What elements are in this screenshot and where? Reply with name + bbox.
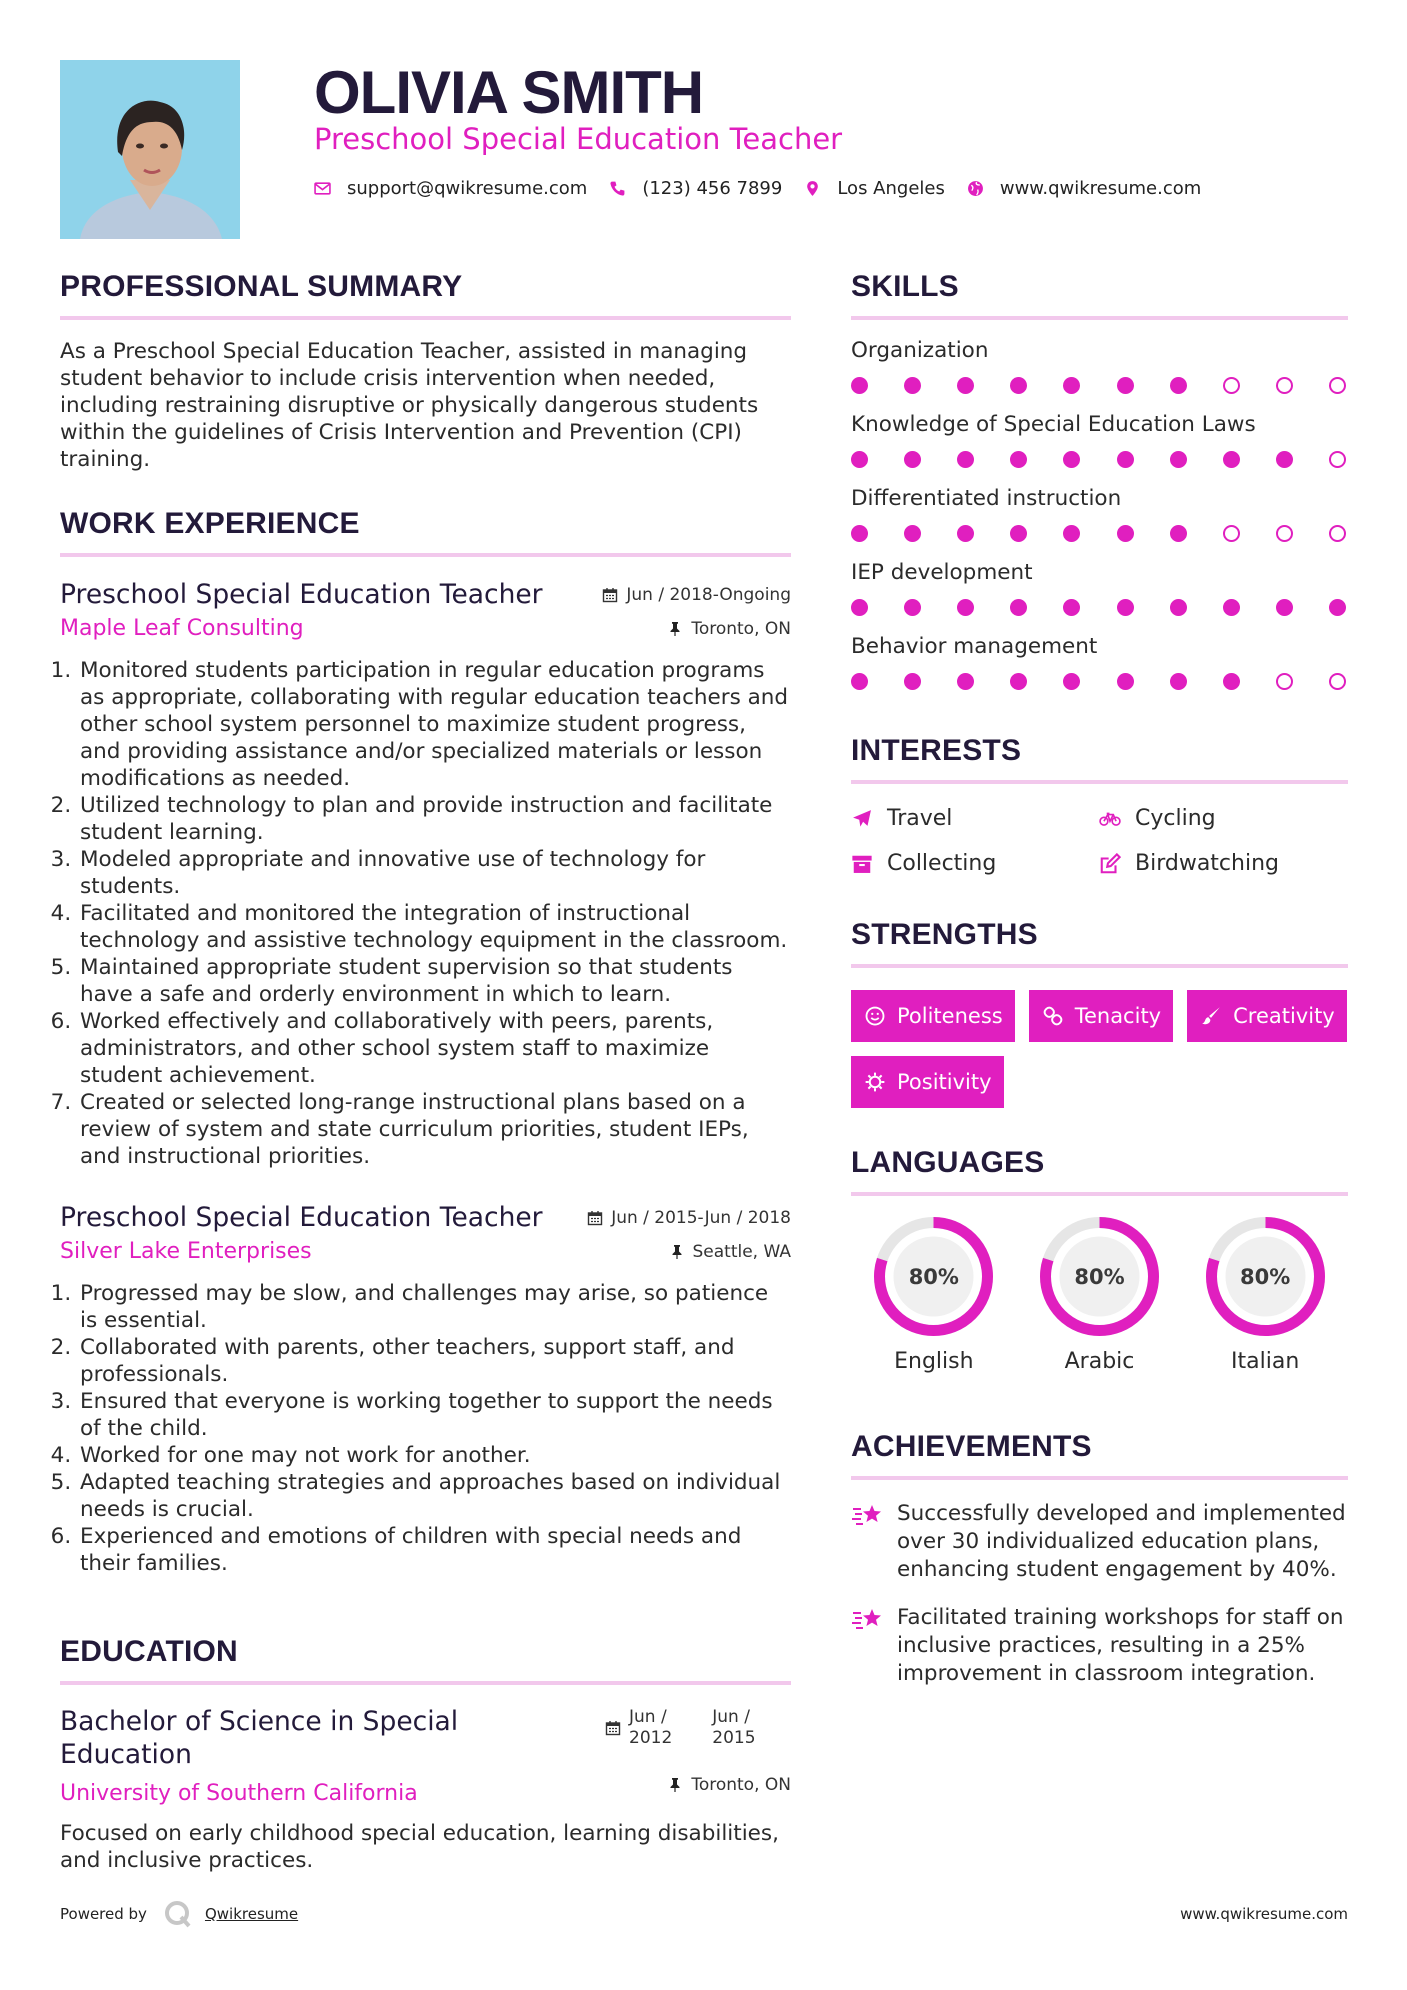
edu-location: Toronto, ON: [691, 1775, 791, 1795]
interest-item: [851, 806, 1099, 831]
pushpin-icon: [669, 1244, 685, 1260]
language-name: Italian: [1231, 1349, 1300, 1374]
job-bullet: 7. Created or selected long-range instructional plans based on a review of system and state curriculum priorities, student IEPs, and instructional priorities.: [78, 1089, 791, 1170]
rating-dot-filled: [957, 673, 974, 690]
rating-dot-empty: [1223, 525, 1240, 542]
languages-section: [851, 1146, 1348, 1374]
rating-dot-filled: [1117, 377, 1134, 394]
job-bullet: 2. Collaborated with parents, other teachers, support staff, and professionals.: [78, 1334, 791, 1388]
rating-dot-filled: [1010, 673, 1027, 690]
language-percent: 80%: [1074, 1264, 1125, 1289]
language-item: [1017, 1216, 1183, 1374]
job-dates: Jun / 2015-Jun / 2018: [611, 1208, 791, 1228]
skills-list: [851, 338, 1348, 690]
rating-dot-filled: [904, 377, 921, 394]
contact-location: [804, 178, 945, 199]
rating-dot-filled: [1117, 451, 1134, 468]
achievement-item: [851, 1500, 1348, 1584]
rating-dot-filled: [1223, 451, 1240, 468]
strength-badge: [851, 990, 1015, 1042]
strengths-list: [851, 990, 1361, 1108]
rating-dot-filled: [1276, 599, 1293, 616]
interest-label: Travel: [887, 806, 953, 831]
achievement-text: Successfully developed and implemented over 30 individualized education plans, enhancing student engagement by 40%.: [897, 1501, 1346, 1582]
edu-end-year: 2015: [712, 1728, 756, 1748]
school-name: University of Southern California: [60, 1781, 418, 1806]
strength-badge: [851, 1056, 1004, 1108]
education-heading: EDUCATION: [60, 1635, 791, 1685]
rating-dot-filled: [957, 525, 974, 542]
summary-text: As a Preschool Special Education Teacher, assisted in managing student behavior to include crisis intervention when needed, including restraining disruptive or physically dangerous students within the guidelines of Crisis Intervention and Prevention (CPI) training.: [60, 339, 759, 472]
skill-item: [851, 560, 1348, 616]
rating-dot-filled: [851, 673, 868, 690]
profile-photo: [60, 60, 240, 239]
interest-label: Birdwatching: [1135, 851, 1279, 876]
skill-item: [851, 486, 1348, 542]
calendar-icon: [605, 1720, 621, 1736]
phone-icon: [609, 180, 626, 197]
strength-label: Creativity: [1233, 1004, 1335, 1028]
rating-dot-filled: [957, 377, 974, 394]
rating-dot-empty: [1276, 377, 1293, 394]
strength-label: Positivity: [897, 1070, 992, 1094]
work-section: [60, 507, 791, 1577]
degree-title: Bachelor of Science in Special Education: [60, 1706, 459, 1770]
skill-name: Differentiated instruction: [851, 486, 1122, 511]
rating-dot-filled: [1063, 599, 1080, 616]
shooting-star-icon: [851, 1500, 885, 1530]
edu-start-year: 2012: [629, 1728, 673, 1748]
job-bullet: 2. Utilized technology to plan and provide instruction and facilitate student learning.: [78, 792, 791, 846]
interest-label: Cycling: [1135, 806, 1216, 831]
rating-dot-empty: [1329, 525, 1346, 542]
job-title: Preschool Special Education Teacher: [60, 579, 543, 610]
skill-name: Organization: [851, 338, 989, 363]
achievement-item: [851, 1604, 1348, 1688]
skill-rating: [851, 673, 1346, 690]
rating-dot-filled: [1063, 525, 1080, 542]
rating-dot-filled: [1063, 451, 1080, 468]
interest-item: [1099, 806, 1347, 831]
footer-url[interactable]: www.qwikresume.com: [1180, 1905, 1348, 1923]
powered-by-label: Powered by: [60, 1905, 147, 1923]
interest-label: Collecting: [887, 851, 997, 876]
rating-dot-empty: [1329, 377, 1346, 394]
edit-icon: [1099, 853, 1121, 875]
pushpin-icon: [667, 621, 683, 637]
strength-badge: [1187, 990, 1347, 1042]
rating-dot-filled: [1170, 451, 1187, 468]
rating-dot-filled: [1010, 377, 1027, 394]
rating-dot-filled: [904, 451, 921, 468]
language-item: [1182, 1216, 1348, 1374]
language-percent: 80%: [1240, 1264, 1291, 1289]
skill-name: Behavior management: [851, 634, 1098, 659]
brand-link[interactable]: Qwikresume: [204, 1905, 299, 1923]
language-name: English: [894, 1349, 974, 1374]
sun-icon: [865, 1072, 885, 1092]
job-company: Silver Lake Enterprises: [60, 1239, 312, 1264]
achievements-heading: ACHIEVEMENTS: [851, 1430, 1348, 1480]
job-bullet: 3. Ensured that everyone is working together to support the needs of the child.: [78, 1388, 791, 1442]
rating-dot-filled: [851, 451, 868, 468]
rating-dot-filled: [957, 599, 974, 616]
job-location: Seattle, WA: [692, 1242, 791, 1262]
education-section: [60, 1635, 791, 1874]
skill-rating: [851, 599, 1346, 616]
rating-dot-filled: [851, 377, 868, 394]
skill-item: [851, 412, 1348, 468]
rating-dot-filled: [957, 451, 974, 468]
strengths-section: [851, 918, 1348, 1108]
summary-section: [60, 270, 791, 473]
interest-item: [851, 851, 1099, 876]
rating-dot-filled: [1010, 525, 1027, 542]
language-item: [851, 1216, 1017, 1374]
achievement-text: Facilitated training workshops for staff on inclusive practices, resulting in a 25% improvement in classroom integration.: [897, 1605, 1344, 1686]
globe-icon: [967, 180, 984, 197]
interests-section: [851, 734, 1348, 876]
candidate-name: OLIVIA SMITH: [314, 59, 704, 126]
rating-dot-filled: [851, 599, 868, 616]
job-dates: Jun / 2018-Ongoing: [626, 585, 791, 605]
right-column: [851, 270, 1348, 1688]
qwikresume-logo-icon: [163, 1899, 193, 1929]
rating-dot-empty: [1329, 451, 1346, 468]
rating-dot-filled: [851, 525, 868, 542]
rating-dot-empty: [1329, 673, 1346, 690]
smile-icon: [865, 1006, 885, 1026]
language-percent: 80%: [908, 1264, 959, 1289]
bicycle-icon: [1099, 808, 1121, 830]
contact-website[interactable]: [967, 178, 1201, 199]
job-bullet: 6. Experienced and emotions of children with special needs and their families.: [78, 1523, 791, 1577]
strengths-heading: STRENGTHS: [851, 918, 1348, 968]
edu-description: Focused on early childhood special education, learning disabilities, and inclusive practices.: [60, 1821, 779, 1873]
interests-heading: INTERESTS: [851, 734, 1348, 784]
edu-end-month: Jun /: [712, 1707, 750, 1727]
job-title: Preschool Special Education Teacher: [60, 1202, 543, 1233]
rating-dot-empty: [1223, 377, 1240, 394]
map-pin-icon: [804, 180, 821, 197]
rating-dot-filled: [904, 525, 921, 542]
skills-heading: SKILLS: [851, 270, 1348, 320]
rating-dot-filled: [1063, 673, 1080, 690]
languages-heading: LANGUAGES: [851, 1146, 1348, 1196]
strength-badge: [1029, 990, 1173, 1042]
skill-item: [851, 338, 1348, 394]
location-text: Los Angeles: [837, 178, 945, 199]
job-bullet: 5. Adapted teaching strategies and approaches based on individual needs is crucial.: [78, 1469, 791, 1523]
rating-dot-filled: [1063, 377, 1080, 394]
interests-list: [851, 806, 1348, 876]
rating-dot-filled: [1117, 673, 1134, 690]
rating-dot-filled: [1170, 377, 1187, 394]
achievements-section: [851, 1430, 1348, 1688]
edu-start-month: Jun /: [629, 1707, 667, 1727]
website-text: www.qwikresume.com: [999, 178, 1202, 199]
rating-dot-filled: [1010, 451, 1027, 468]
job-bullet: 6. Worked effectively and collaboratively with peers, parents, administrators, and other school system staff to maximize student achievement.: [78, 1008, 791, 1089]
footer-powered-by: [60, 1899, 298, 1929]
rating-dot-filled: [1223, 673, 1240, 690]
rating-dot-filled: [1170, 599, 1187, 616]
rating-dot-filled: [1223, 599, 1240, 616]
paintbrush-icon: [1201, 1006, 1221, 1026]
summary-heading: PROFESSIONAL SUMMARY: [60, 270, 791, 320]
phone-text: (123) 456 7899: [642, 178, 783, 199]
skill-name: IEP development: [851, 560, 1033, 585]
job-company: Maple Leaf Consulting: [60, 616, 304, 641]
rating-dot-filled: [1117, 599, 1134, 616]
rating-dot-filled: [1329, 599, 1346, 616]
strength-label: Politeness: [897, 1004, 1003, 1028]
rating-dot-filled: [1117, 525, 1134, 542]
job-bullet: 3. Modeled appropriate and innovative use of technology for students.: [78, 846, 791, 900]
job-bullets: [60, 657, 791, 1170]
link-icon: [1043, 1006, 1063, 1026]
job-bullet: 5. Maintained appropriate student supervision so that students have a safe and orderly environment in which to learn.: [78, 954, 791, 1008]
rating-dot-empty: [1276, 525, 1293, 542]
rating-dot-filled: [1010, 599, 1027, 616]
rating-dot-filled: [904, 673, 921, 690]
job-entry: [60, 579, 791, 1170]
job-entry: [60, 1202, 791, 1577]
skills-section: [851, 270, 1348, 690]
left-column: [60, 270, 791, 1874]
plane-icon: [851, 808, 873, 830]
shooting-star-icon: [851, 1604, 885, 1634]
interest-item: [1099, 851, 1347, 876]
skill-rating: [851, 451, 1346, 468]
skill-rating: [851, 525, 1346, 542]
job-bullet: 1. Monitored students participation in regular education programs as appropriate, collaborating with regular education teachers and other school system personnel to maximize student progress, and providing assistance and/or specialized materials or lesson modifications as needed.: [78, 657, 791, 792]
job-bullet: 4. Worked for one may not work for another.: [78, 1442, 791, 1469]
envelope-icon: [314, 180, 331, 197]
job-bullet: 4. Facilitated and monitored the integration of instructional technology and assistive technology equipment in the classroom.: [78, 900, 791, 954]
archive-box-icon: [851, 853, 873, 875]
rating-dot-filled: [1276, 451, 1293, 468]
calendar-icon: [602, 587, 618, 603]
rating-dot-filled: [1170, 673, 1187, 690]
strength-label: Tenacity: [1074, 1004, 1162, 1028]
job-bullets: [60, 1280, 791, 1577]
candidate-title: Preschool Special Education Teacher: [314, 122, 843, 156]
rating-dot-filled: [904, 599, 921, 616]
contact-bar: [314, 178, 1223, 199]
work-heading: WORK EXPERIENCE: [60, 507, 791, 557]
rating-dot-filled: [1170, 525, 1187, 542]
job-bullet: 1. Progressed may be slow, and challenges may arise, so patience is essential.: [78, 1280, 791, 1334]
contact-phone[interactable]: [609, 178, 782, 199]
calendar-icon: [587, 1210, 603, 1226]
pushpin-icon: [667, 1777, 683, 1793]
rating-dot-empty: [1276, 673, 1293, 690]
job-location: Toronto, ON: [691, 619, 791, 639]
language-name: Arabic: [1064, 1349, 1135, 1374]
contact-email[interactable]: [314, 178, 587, 199]
skill-item: [851, 634, 1348, 690]
email-text: support@qwikresume.com: [347, 178, 588, 199]
skill-name: Knowledge of Special Education Laws: [851, 412, 1256, 437]
skill-rating: [851, 377, 1346, 394]
languages-list: [851, 1216, 1348, 1374]
